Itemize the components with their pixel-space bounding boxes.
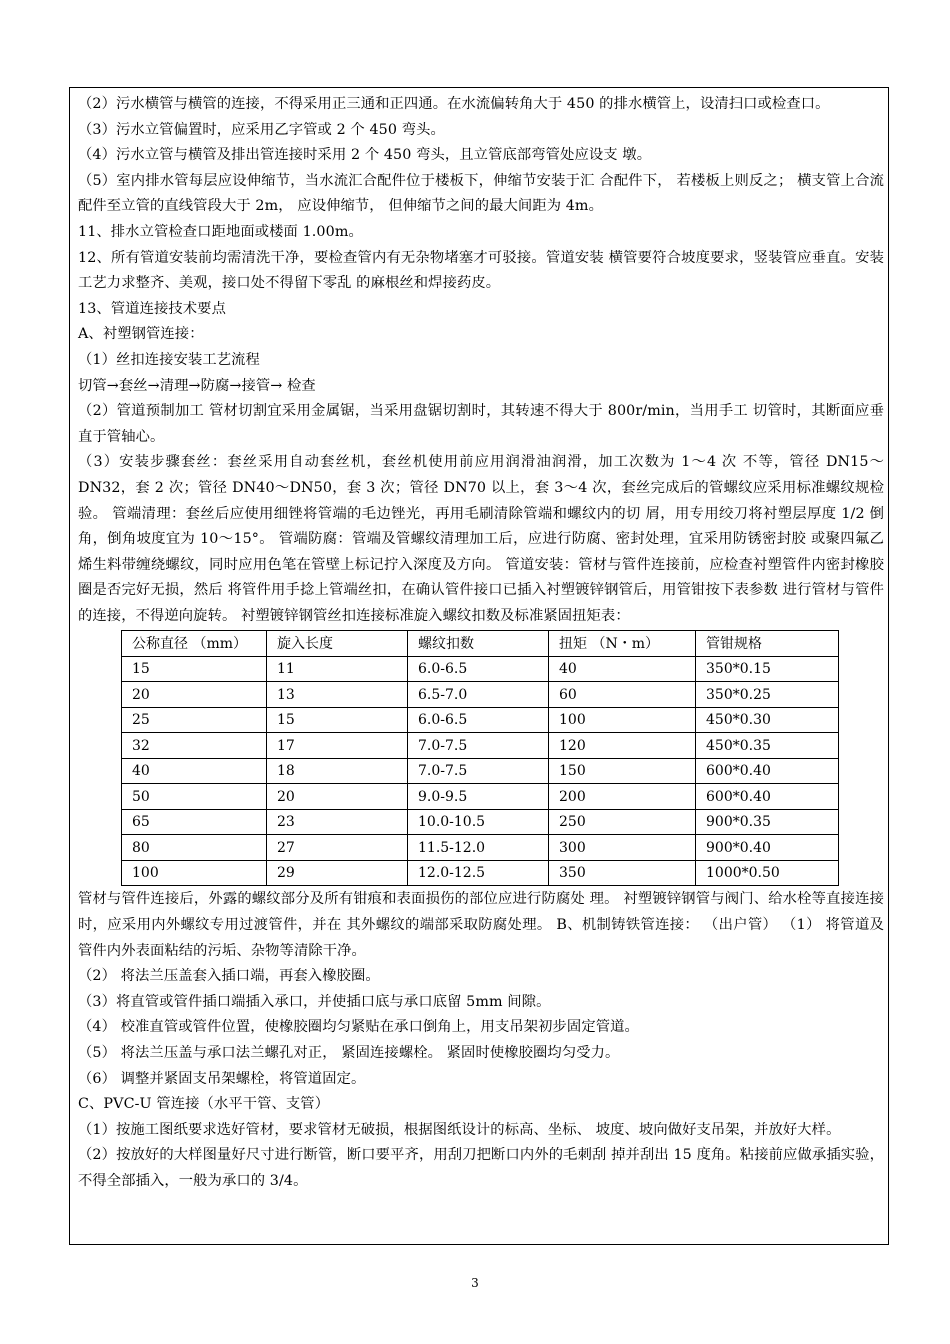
- table-cell: 60: [549, 682, 696, 708]
- table-cell: 80: [122, 835, 267, 861]
- paragraph: （3）安装步骤套丝：套丝采用自动套丝机，套丝机使用前应用润滑油润滑，加工次数为 1～4 次 不等，管径 DN15～DN32，套 2 次；管径 DN40～DN50，套 3 次；管径 DN70 以上，套 3～4 次，套丝完成后的管螺纹应采用标准螺纹规检验。 管端清理：套丝后应使用细锉将管端的毛边锉光，再用毛刷清除管端和螺纹内的切 屑，用专用绞刀将衬塑层厚度 1/2 倒角，倒角坡度宜为 10～15°。 管端防腐：管端及管螺纹清理加工后，应进行防腐、密封处理，宜采用防锈密封胶 或聚四氟乙烯生料带缠绕螺纹，同时应用色笔在管壁上标记拧入深度及方向。 管道安装：管材与管件连接前，应检查衬塑管件内密封橡胶圈是否完好无损，然后 将管件用手捻上管端丝扣，在确认管件接口已插入衬塑镀锌钢管后，用管钳按下表参数 进行管材与管件的连接，不得逆向旋转。 衬塑镀锌钢管丝扣连接标准旋入螺纹扣数及标准紧固扭矩表：: [78, 454, 884, 624]
- table-header-cell: 公称直径 （mm）: [122, 631, 267, 657]
- table-cell: 15: [122, 656, 267, 682]
- table-cell: 600*0.40: [696, 784, 839, 810]
- table-cell: 10.0-10.5: [408, 809, 549, 835]
- table-cell: 250: [549, 809, 696, 835]
- table-row: [122, 860, 839, 886]
- table-row: [122, 809, 839, 835]
- paragraph: 12、所有管道安装前均需清洗干净，要检查管内有无杂物堵塞才可驳接。管道安装 横管要符合坡度要求，竖装管应垂直。安装工艺力求整齐、美观，接口处不得留下零乱 的麻根丝和焊接药皮。: [78, 249, 884, 292]
- table-cell: 600*0.40: [696, 758, 839, 784]
- table-cell: 32: [122, 733, 267, 759]
- paragraph: （1）丝扣连接安装工艺流程: [78, 351, 260, 368]
- paragraph: （2）按放好的大样图量好尺寸进行断管，断口要平齐，用刮刀把断口内外的毛刺刮 掉并刮出 15 度角。粘接前应做承插实验，不得全部插入，一般为承口的 3/4。: [78, 1147, 884, 1189]
- table-cell: 17: [267, 733, 408, 759]
- paragraph: （6） 调整并紧固支吊架螺栓，将管道固定。: [78, 1070, 366, 1087]
- table-cell: 7.0-7.5: [408, 733, 549, 759]
- paragraph: 11、排水立管检查口距地面或楼面 1.00m。: [78, 223, 363, 240]
- paragraph: （2）污水横管与横管的连接，不得采用正三通和正四通。在水流偏转角大于 450 的排水横管上，设清扫口或检查口。: [78, 96, 830, 112]
- table-row: [122, 656, 839, 682]
- table-cell: 27: [267, 835, 408, 861]
- table-cell: 18: [267, 758, 408, 784]
- subsection-heading: C、PVC-U 管连接（水平干管、支管）: [78, 1096, 330, 1113]
- table-cell: 350: [549, 860, 696, 886]
- table-cell: 20: [122, 682, 267, 708]
- table-cell: 40: [549, 656, 696, 682]
- table-row: [122, 682, 839, 708]
- table-cell: 20: [267, 784, 408, 810]
- torque-spec-table: [121, 630, 839, 886]
- table-cell: 1000*0.50: [696, 860, 839, 886]
- table-cell: 150: [549, 758, 696, 784]
- document-body: [78, 92, 884, 1195]
- table-header-row: [122, 631, 839, 657]
- table-cell: 6.5-7.0: [408, 682, 549, 708]
- table-row: [122, 733, 839, 759]
- table-cell: 300: [549, 835, 696, 861]
- table-cell: 25: [122, 707, 267, 733]
- paragraph: （5）室内排水管每层应设伸缩节，当水流汇合配件位于楼板下，伸缩节安装于汇 合配件下， 若楼板上则反之； 横支管上合流配件至立管的直线管段大于 2m， 应设伸缩节， 但伸缩节之间的最大间距为 4m。: [78, 172, 884, 215]
- paragraph: （4）污水立管与横管及排出管连接时采用 2 个 450 弯头，且立管底部弯管处应设支 墩。: [78, 147, 652, 164]
- table-cell: 15: [267, 707, 408, 733]
- table-cell: 11: [267, 656, 408, 682]
- table-cell: 450*0.35: [696, 733, 839, 759]
- table-row: [122, 707, 839, 733]
- table-cell: 11.5-12.0: [408, 835, 549, 861]
- table-header-cell: 管钳规格: [696, 631, 839, 657]
- table-cell: 900*0.35: [696, 809, 839, 835]
- table-row: [122, 784, 839, 810]
- process-flow: 切管→套丝→清理→防腐→接管→ 检查: [78, 377, 316, 394]
- table-cell: 200: [549, 784, 696, 810]
- table-cell: 23: [267, 809, 408, 835]
- paragraph: （1）按施工图纸要求选好管材，要求管材无破损，根据图纸设计的标高、坐标、 坡度、坡向做好支吊架，并放好大样。: [78, 1121, 841, 1138]
- subsection-heading: A、衬塑钢管连接：: [78, 326, 204, 343]
- table-header-cell: 扭矩 （N・m）: [549, 631, 696, 657]
- page-number: 3: [471, 1276, 479, 1290]
- table-cell: 6.0-6.5: [408, 656, 549, 682]
- table-cell: 7.0-7.5: [408, 758, 549, 784]
- table-header-cell: 旋入长度: [267, 631, 408, 657]
- paragraph: （4） 校准直管或管件位置，使橡胶圈均匀紧贴在承口倒角上，用支吊架初步固定管道。: [78, 1019, 639, 1036]
- table-cell: 65: [122, 809, 267, 835]
- table-cell: 100: [549, 707, 696, 733]
- table-header-cell: 螺纹扣数: [408, 631, 549, 657]
- table-cell: 13: [267, 682, 408, 708]
- table-row: [122, 835, 839, 861]
- table-cell: 100: [122, 860, 267, 886]
- table-cell: 900*0.40: [696, 835, 839, 861]
- table-cell: 29: [267, 860, 408, 886]
- paragraph: （5） 将法兰压盖与承口法兰螺孔对正， 紧固连接螺栓。 紧固时使橡胶圈均匀受力。: [78, 1045, 620, 1062]
- table-cell: 12.0-12.5: [408, 860, 549, 886]
- paragraph: （3）将直管或管件插口端插入承口，并使插口底与承口底留 5mm 间隙。: [78, 993, 551, 1010]
- table-cell: 120: [549, 733, 696, 759]
- table-cell: 50: [122, 784, 267, 810]
- table-cell: 9.0-9.5: [408, 784, 549, 810]
- table-row: [122, 758, 839, 784]
- table-cell: 350*0.15: [696, 656, 839, 682]
- paragraph: （3）污水立管偏置时，应采用乙字管或 2 个 450 弯头。: [78, 121, 445, 138]
- section-heading: 13、管道连接技术要点: [78, 300, 226, 317]
- paragraph: （2）管道预制加工 管材切割宜采用金属锯，当采用盘锯切割时，其转速不得大于 800r/min，当用手工 切管时，其断面应垂直于管轴心。: [78, 403, 884, 445]
- table-cell: 6.0-6.5: [408, 707, 549, 733]
- table-cell: 40: [122, 758, 267, 784]
- paragraph: 管材与管件连接后，外露的螺纹部分及所有钳痕和表面损伤的部位应进行防腐处 理。 衬塑镀锌钢管与阀门、给水栓等直接连接时，应采用内外螺纹专用过渡管件，并在 其外螺纹的端部采取防腐处理。 B、机制铸铁管连接： （出户管） （1） 将管道及管件内外表面粘结的污垢、杂物等清除干净。: [78, 891, 884, 959]
- paragraph: （2） 将法兰压盖套入插口端，再套入橡胶圈。: [78, 968, 380, 985]
- table-cell: 450*0.30: [696, 707, 839, 733]
- table-cell: 350*0.25: [696, 682, 839, 708]
